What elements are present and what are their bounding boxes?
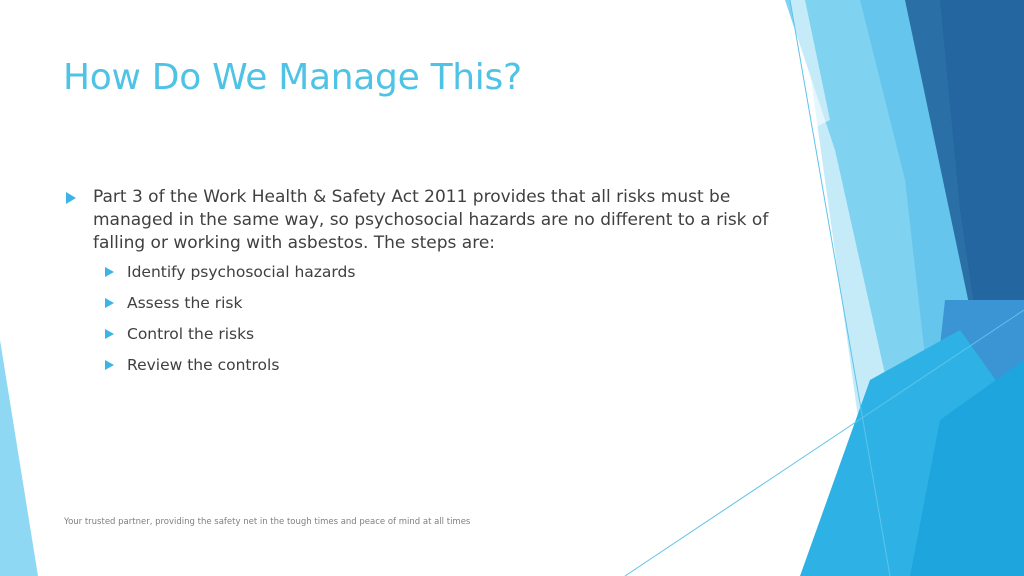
step-text: Assess the risk	[127, 294, 243, 312]
bullet-arrow-icon	[105, 360, 114, 370]
step-item	[64, 355, 784, 386]
bullet-arrow-icon	[105, 267, 114, 277]
main-bullet-text: Part 3 of the Work Health & Safety Act 2011 provides that all risks must be managed in the same way, so psychosocial hazards are no different to a risk of falling or working with asbestos. The steps are:	[93, 187, 769, 253]
left-edge-facet	[0, 340, 38, 576]
step-item	[64, 324, 784, 355]
step-text: Identify psychosocial hazards	[127, 263, 356, 281]
step-item	[64, 293, 784, 324]
step-item	[64, 262, 784, 293]
step-text: Review the controls	[127, 356, 280, 374]
bullet-arrow-icon	[105, 298, 114, 308]
main-bullet	[64, 186, 783, 255]
steps-list	[64, 262, 784, 386]
slide-footer: Your trusted partner, providing the safety net in the tough times and peace of mind at all times	[64, 517, 471, 527]
bullet-arrow-icon	[105, 329, 114, 339]
bullet-list	[64, 186, 784, 386]
bullet-arrow-icon	[66, 192, 76, 204]
step-text: Control the risks	[127, 325, 255, 343]
slide-title: How Do We Manage This?	[63, 57, 522, 98]
